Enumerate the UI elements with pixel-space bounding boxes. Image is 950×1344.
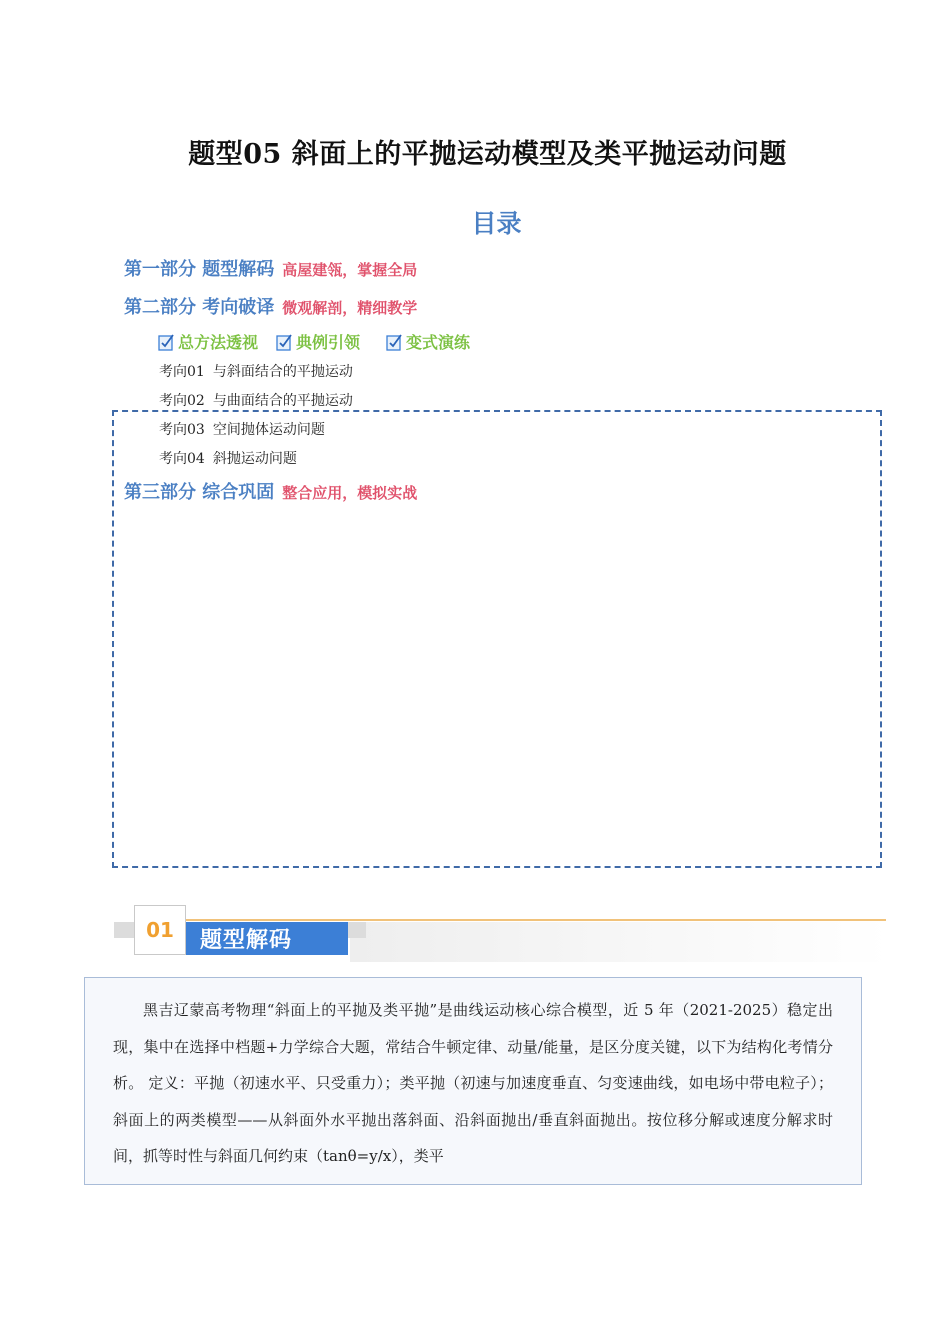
intro-panel	[84, 977, 862, 1185]
direction-number: 考向02	[159, 393, 205, 409]
toc-direction-1[interactable]	[159, 361, 353, 381]
toc-part-3[interactable]	[124, 478, 417, 506]
toc-direction-2[interactable]	[159, 390, 353, 410]
direction-number: 考向04	[159, 451, 205, 467]
intro-text: 黑吉辽蒙高考物理“斜面上的平抛及类平抛”是曲线运动核心综合模型，近 5 年（2021-2025）稳定出现，集中在选择中档题+力学综合大题，常结合牛顿定律、动量/能量，是区分度关键，以下为结构化考情分析。 定义：平抛（初速水平、只受重力）；类平抛（初速与加速度垂直、匀变速曲线，如电场中带电粒子）；斜面上的两类模型——从斜面外水平抛出落斜面、沿斜面抛出/垂直斜面抛出。按位移分解或速度分解求时间，抓等时性与斜面几何约束（tanθ=y/x），类平	[113, 1001, 833, 1165]
toc-direction-3[interactable]	[159, 419, 325, 439]
toc-heading: 目录	[471, 209, 522, 238]
direction-text: 与曲面结合的平抛运动	[212, 393, 353, 409]
method-item[interactable]	[386, 330, 470, 353]
checklist-icon	[386, 333, 404, 351]
direction-number: 考向01	[159, 364, 205, 380]
toc-part-subtitle: 微观解剖，精细教学	[282, 299, 418, 317]
section-title: 题型解码	[186, 922, 348, 955]
toc-direction-4[interactable]	[159, 448, 297, 468]
checklist-icon	[276, 333, 294, 351]
section-header	[114, 905, 890, 965]
method-item[interactable]	[276, 330, 360, 353]
page-title: 题型05 斜面上的平抛运动模型及类平抛运动问题	[188, 139, 787, 170]
method-list	[158, 330, 488, 353]
direction-text: 与斜面结合的平抛运动	[212, 364, 353, 380]
method-label: 变式演练	[406, 333, 471, 352]
toc-part-title: 第一部分 题型解码	[124, 259, 275, 280]
section-number: 01	[134, 905, 186, 955]
method-label: 典例引领	[296, 333, 361, 352]
method-item[interactable]	[158, 330, 258, 353]
direction-text: 斜抛运动问题	[212, 451, 297, 467]
section-header-rule	[184, 919, 886, 921]
direction-number: 考向03	[159, 422, 205, 438]
toc-part-subtitle: 高屋建瓴，掌握全局	[282, 261, 418, 279]
toc-part-2[interactable]	[124, 293, 417, 321]
toc-part-1[interactable]	[124, 255, 417, 283]
direction-text: 空间抛体运动问题	[212, 422, 325, 438]
method-label: 总方法透视	[178, 333, 259, 352]
section-header-shadow	[350, 922, 890, 962]
toc-part-title: 第二部分 考向破译	[124, 297, 275, 318]
checklist-icon	[158, 333, 176, 351]
toc-part-title: 第三部分 综合巩固	[124, 482, 275, 503]
toc-part-subtitle: 整合应用，模拟实战	[282, 484, 418, 502]
